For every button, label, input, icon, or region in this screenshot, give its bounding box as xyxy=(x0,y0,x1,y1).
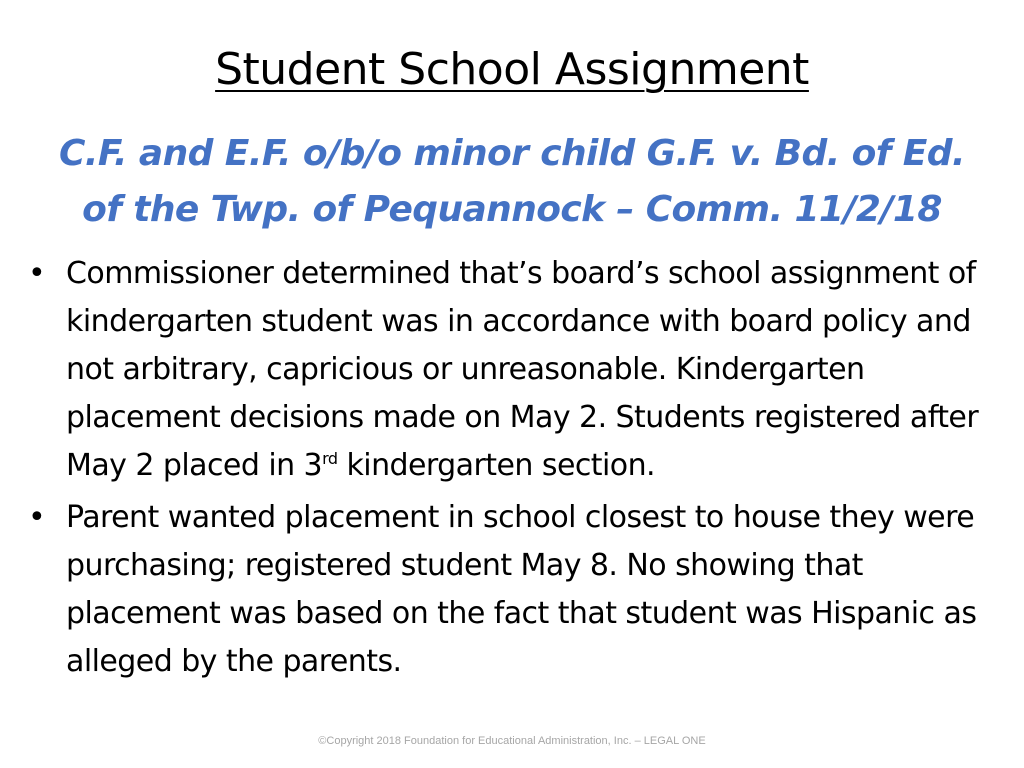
copyright-footer: ©Copyright 2018 Foundation for Educational Administration, Inc. – LEGAL ONE xyxy=(318,735,706,747)
slide-title: Student School Assignment xyxy=(215,44,809,95)
bullet-1-text-end: kindergarten section. xyxy=(337,448,656,483)
bullet-icon: • xyxy=(28,500,46,535)
bullet-item-1 xyxy=(28,250,998,490)
bullet-2-text: Parent wanted placement in school closest to house they were purchasing; registered student May 8. No showing that placement was based on the fact that student was Hispanic as alleged by the parents. xyxy=(66,500,977,679)
bullet-list xyxy=(28,250,998,690)
bullet-item-2 xyxy=(28,494,998,686)
case-citation-line-1: C.F. and E.F. o/b/o minor child G.F. v. Bd. of Ed. xyxy=(58,133,966,174)
case-citation-line-2: of the Twp. of Pequannock – Comm. 11/2/18 xyxy=(82,189,942,230)
case-citation xyxy=(20,126,1004,238)
ordinal-superscript: rd xyxy=(322,449,338,468)
bullet-1-text: Commissioner determined that’s board’s school assignment of kindergarten student was in accordance with board policy and not arbitrary, capricious or unreasonable. Kindergarten placement decisions made on May 2. Students registered after May 2 placed in 3 xyxy=(66,256,979,483)
bullet-icon: • xyxy=(28,256,46,291)
